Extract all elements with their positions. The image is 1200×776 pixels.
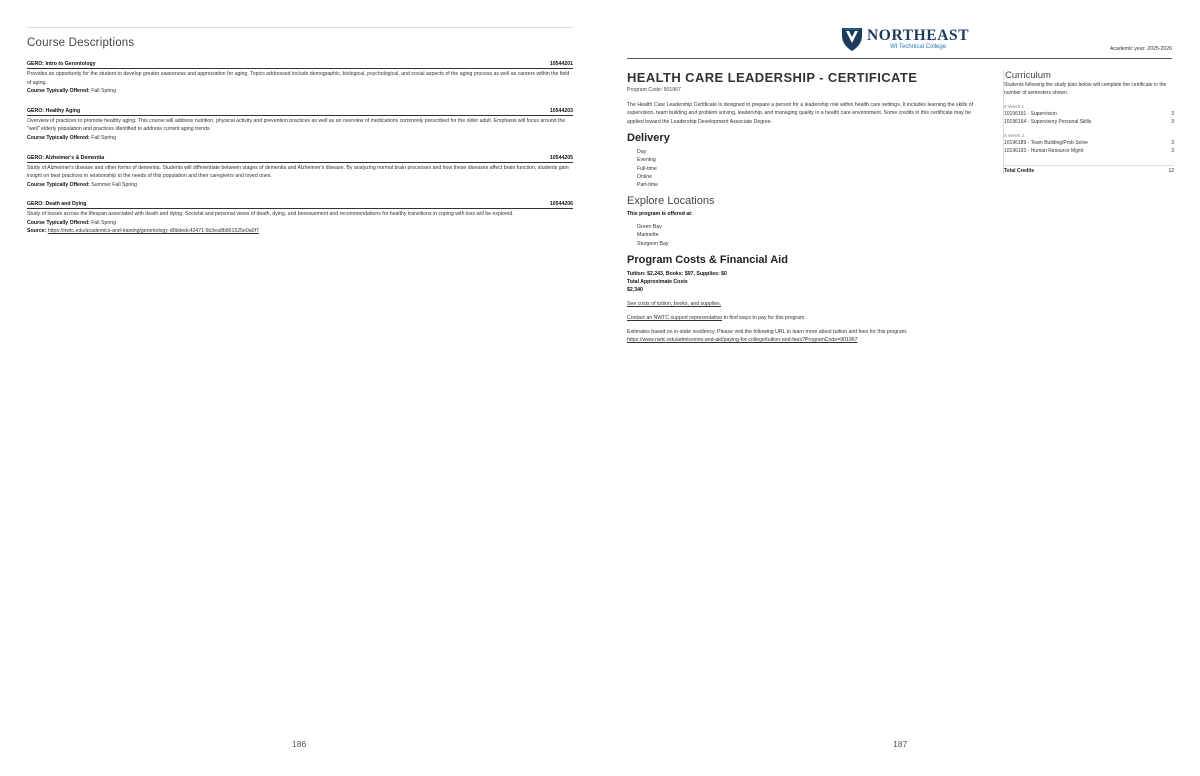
course-header [27, 108, 573, 116]
logo-subtitle: WI Technical College [890, 44, 947, 50]
course-description: Study of losses across the lifespan associated with death and dying. Societal and personal views of death, dying, and bereavement and recommendations for healthy transitions in coping with loss will be explored. [27, 211, 514, 218]
contact-text: to find ways to pay for this program. [722, 315, 806, 322]
delivery-item: Part-time [637, 182, 659, 189]
program-code: Program Code: 901967 [627, 87, 681, 93]
course-entry [27, 155, 573, 190]
delivery-heading: Delivery [627, 132, 670, 145]
locations-heading: Explore Locations [627, 195, 715, 208]
estimates-link[interactable]: https://www.nwtc.edu/admissions-and-aid/paying-for-college/tuition-and-fees?ProgramCode=901967 [627, 337, 858, 344]
curriculum-row [1004, 110, 1174, 118]
course-offered [27, 87, 573, 96]
curriculum-course: 10196189 - Team Building/Prob Solve [1004, 140, 1088, 147]
curriculum-course: 10196164 - Supervisory Personal Skills [1004, 119, 1092, 126]
course-entry [27, 108, 573, 143]
course-entry [27, 61, 573, 96]
course-offered [27, 219, 573, 228]
total-credits-label: Total Credits [1004, 168, 1035, 175]
page-number: 187 [893, 739, 908, 749]
course-name: GERO: Healthy Aging [27, 107, 81, 114]
costs-link[interactable]: See costs of tuition, books, and supplies. [627, 301, 722, 308]
offered-value: Fall Spring [91, 88, 116, 95]
delivery-item: Day [637, 149, 647, 156]
term-label: 8 Week 1 [1004, 105, 1025, 111]
total-rule [1004, 165, 1174, 166]
course-description: Study of Alzheimer's disease and other forms of dementia. Students will differentiate between stages of dementia and Alzheimer's disease. By analyzing normal brain processes and how these diseases affect brain function, students gain insight on best practices in relationship to the needs of this population and their caregivers and loved ones. [27, 164, 569, 180]
offered-value: Fall Spring [91, 134, 116, 141]
course-code: 10544203 [549, 107, 573, 114]
program-main-column [627, 70, 987, 344]
header-rule [627, 58, 1172, 59]
shield-logo-icon [840, 26, 864, 52]
curriculum-sidebar [1003, 70, 1174, 174]
course-descriptions-heading: Course Descriptions [27, 37, 135, 49]
location-item: Sturgeon Bay [637, 240, 669, 247]
term-label: 8 Week 2 [1004, 134, 1025, 140]
delivery-item: Evening [637, 157, 656, 164]
right-page [600, 0, 1200, 776]
course-name: GERO: Death and Dying [27, 201, 87, 208]
costs-link-line [627, 300, 987, 308]
source-link[interactable]: https://nwtc.edu/academics-and-training/gerontology-d0bdedc42471 6b3ea8b861525e0a0f7 [47, 228, 259, 234]
total-credits-value: 12 [1168, 168, 1174, 175]
curriculum-credits: 3 [1171, 140, 1174, 147]
contact-link[interactable]: Contact an NWTC support representative [627, 315, 723, 322]
delivery-item: Online [637, 173, 652, 180]
offered-value: Summer Fall Spring [91, 181, 138, 188]
logo-name: NORTHEAST [867, 27, 970, 44]
course-description: Provides an opportunity for the student to develop greater awareness and appreciation for aging. Topics addressed include demographic, biological, psychological, and social aspects of the aging process as well as careers within the field of aging. [27, 71, 570, 86]
curriculum-credits: 3 [1171, 111, 1174, 118]
curriculum-intro: Students following the study plan below will complete the certificate in the number of semesters shown. [1004, 82, 1167, 96]
offered-label: Course Typically Offered: [27, 181, 90, 188]
curriculum-heading: Curriculum [1005, 70, 1051, 81]
curriculum-row [1004, 139, 1174, 147]
course-code: 10544205 [549, 154, 573, 161]
course-header [27, 155, 573, 163]
course-list [27, 61, 573, 240]
cost-summary [627, 270, 987, 295]
course-code: 10544206 [549, 201, 573, 208]
curriculum-course: 10196191 - Supervision [1004, 111, 1057, 118]
college-logo [840, 26, 969, 52]
offered-label: Course Typically Offered: [27, 88, 90, 95]
total-credits-row [1004, 168, 1174, 174]
curriculum-credits: 3 [1171, 119, 1174, 126]
cost-breakdown: Tuition: $2,243, Books: $97, Supplies: $0 [627, 270, 727, 277]
locations-note: This program is offered at: [627, 211, 693, 218]
offered-label: Course Typically Offered: [27, 219, 90, 226]
costs-heading: Program Costs & Financial Aid [627, 253, 788, 266]
location-item: Marinette [637, 232, 659, 239]
course-name: GERO: Alzheimer's & Dementia [27, 154, 105, 161]
locations-list [627, 223, 987, 248]
contact-line [627, 314, 987, 322]
curriculum-row [1004, 118, 1174, 126]
course-name: GERO: Intro to Gerontology [27, 61, 96, 67]
course-code: 10544201 [549, 61, 573, 67]
total-cost-value: $2,340 [627, 287, 643, 294]
academic-year: Academic year: 2025-2026 [1110, 46, 1172, 52]
course-entry [27, 201, 573, 227]
curriculum-credits: 3 [1171, 148, 1174, 155]
program-title: HEALTH CARE LEADERSHIP - CERTIFICATE [627, 70, 918, 85]
course-offered [27, 181, 573, 190]
delivery-list [627, 148, 987, 189]
page-number: 186 [292, 739, 307, 749]
delivery-item: Full-time [637, 165, 657, 172]
curriculum-row [1004, 147, 1174, 155]
offered-value: Fall Spring [91, 219, 116, 226]
course-header [27, 61, 573, 69]
estimates-text: Estimates based on in-state residency. Please visit the following URL to learn more about tuition and fees for this program. [627, 329, 908, 336]
offered-label: Course Typically Offered: [27, 134, 90, 141]
course-description: Overview of practices to promote healthy aging. This course will address nutrition, physical activity and prevention practices as well as an overview of medications commonly prescribed for the older adult. Emphasis will focus around the "well" elderly population and practices identified to address current aging trends. [27, 117, 566, 133]
top-rule [27, 27, 573, 28]
curriculum-course: 10196193 - Human Resource Mgmt [1004, 148, 1084, 155]
source-label: Source: [27, 228, 47, 234]
location-item: Green Bay [637, 224, 662, 231]
program-description: The Health Care Leadership Certificate is designed to prepare a person for a leadership role within health care settings. It includes learning the skills of supervision, team building and problem solving, leadership, and managing quality in a health care environment. Some credits in this certificate may be applied toward the Leadership Development Associate Degree. [627, 102, 974, 125]
course-offered [27, 134, 573, 143]
estimates-block [627, 328, 987, 344]
source-line [27, 228, 259, 234]
course-header [27, 201, 573, 209]
total-cost-label: Total Approximate Costs [627, 279, 688, 286]
